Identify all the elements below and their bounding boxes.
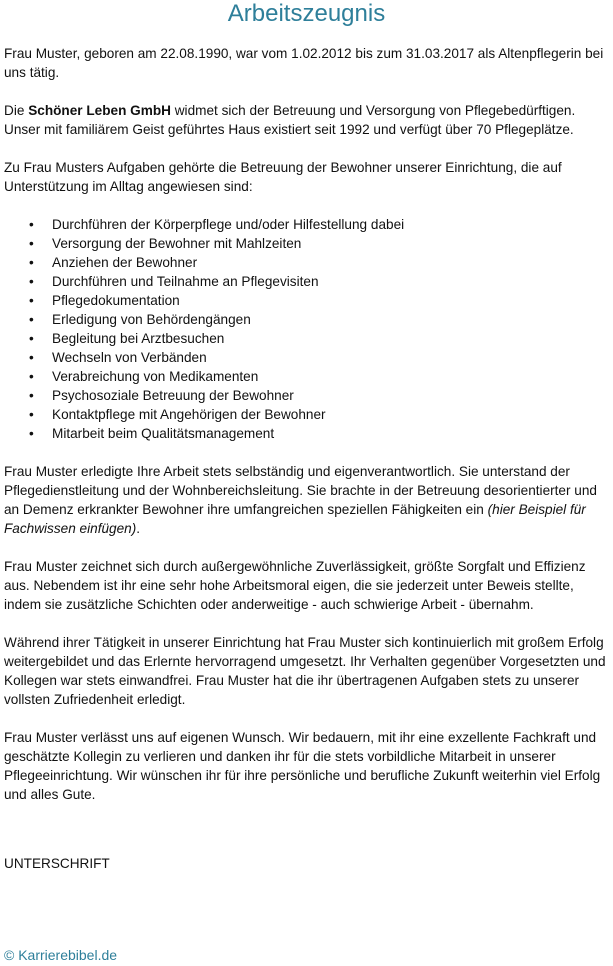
work-end: .	[136, 521, 141, 536]
list-item: • Pflegedokumentation	[4, 291, 611, 310]
work-text: Frau Muster erledigte Ihre Arbeit stets selbständig und eigenverantwortlich. Sie unterstand der Pflegedienstleitung und der Wohnbereichsleitung. Sie brachte in der Betreuung desorientierter und an Demenz erkrankter Bewohner ihre umfangreichen speziellen Fähigkeiten ein	[4, 464, 597, 517]
tasks-intro-paragraph: Zu Frau Musters Aufgaben gehörte die Betreuung der Bewohner unserer Einrichtung, die auf Unterstützung im Alltag angewiesen sind:	[4, 160, 562, 194]
list-item: • Begleitung bei Arztbesuchen	[4, 329, 611, 348]
list-item: • Anziehen der Bewohner	[4, 253, 611, 272]
company-post: widmet sich der Betreuung und Versorgung von Pflegebedürftigen. Unser mit familiärem Geist geführtes Haus existiert seit 1992 und verfügt über 70 Pflegeplätze.	[4, 103, 576, 137]
reliability-paragraph: Frau Muster zeichnet sich durch außergewöhnliche Zuverlässigkeit, größte Sorgfalt und Effizienz aus. Nebendem ist ihr eine sehr hohe Arbeitsmoral eigen, die sie jederzeit unter Beweis stellte, indem sie zusätzliche Schichten oder anderweitige - auch schwierige Arbeit - übernahm.	[4, 559, 586, 612]
list-item: • Versorgung der Bewohner mit Mahlzeiten	[4, 234, 611, 253]
copyright-footer: © Karrierebibel.de	[4, 947, 118, 963]
training-paragraph: Während ihrer Tätigkeit in unserer Einrichtung hat Frau Muster sich kontinuierlich mit großem Erfolg weitergebildet und das Erlernte hervorragend umgesetzt. Ihr Verhalten gegenüber Vorgesetzten und Kollegen war stets einwandfrei. Frau Muster hat die ihr übertragenen Aufgaben stets zu unserer vollsten Zufriedenheit erledigt.	[4, 635, 606, 707]
list-item: • Mitarbeit beim Qualitätsmanagement	[4, 424, 611, 443]
document-body	[4, 44, 611, 823]
intro-paragraph: Frau Muster, geboren am 22.08.1990, war vom 1.02.2012 bis zum 31.03.2017 als Altenpflegerin bei uns tätig.	[4, 46, 604, 80]
task-list	[4, 215, 611, 443]
company-name: Schöner Leben GmbH	[28, 103, 171, 118]
list-item: • Psychosoziale Betreuung der Bewohner	[4, 386, 611, 405]
work-paragraph	[4, 462, 611, 538]
list-item: • Kontaktpflege mit Angehörigen der Bewohner	[4, 405, 611, 424]
list-item: • Durchführen der Körperpflege und/oder Hilfestellung dabei	[4, 215, 611, 234]
list-item: • Wechseln von Verbänden	[4, 348, 611, 367]
list-item: • Durchführen und Teilnahme an Pflegevisiten	[4, 272, 611, 291]
farewell-paragraph: Frau Muster verlässt uns auf eigenen Wunsch. Wir bedauern, mit ihr eine exzellente Fachkraft und geschätzte Kollegin zu verlieren und danken ihr für die stets vorbildliche Mitarbeit in unserer Pflegeeinrichtung. Wir wünschen ihr für ihre persönliche und berufliche Zukunft weiterhin viel Erfolg und alles Gute.	[4, 730, 601, 802]
signature-line: UNTERSCHRIFT	[4, 856, 110, 871]
list-item: • Erledigung von Behördengängen	[4, 310, 611, 329]
document-title: Arbeitszeugnis	[227, 0, 386, 27]
company-paragraph	[4, 101, 611, 139]
work-placeholder: (hier Beispiel für Fachwissen einfügen)	[4, 502, 586, 536]
company-pre: Die	[4, 103, 29, 118]
list-item: • Verabreichung von Medikamenten	[4, 367, 611, 386]
